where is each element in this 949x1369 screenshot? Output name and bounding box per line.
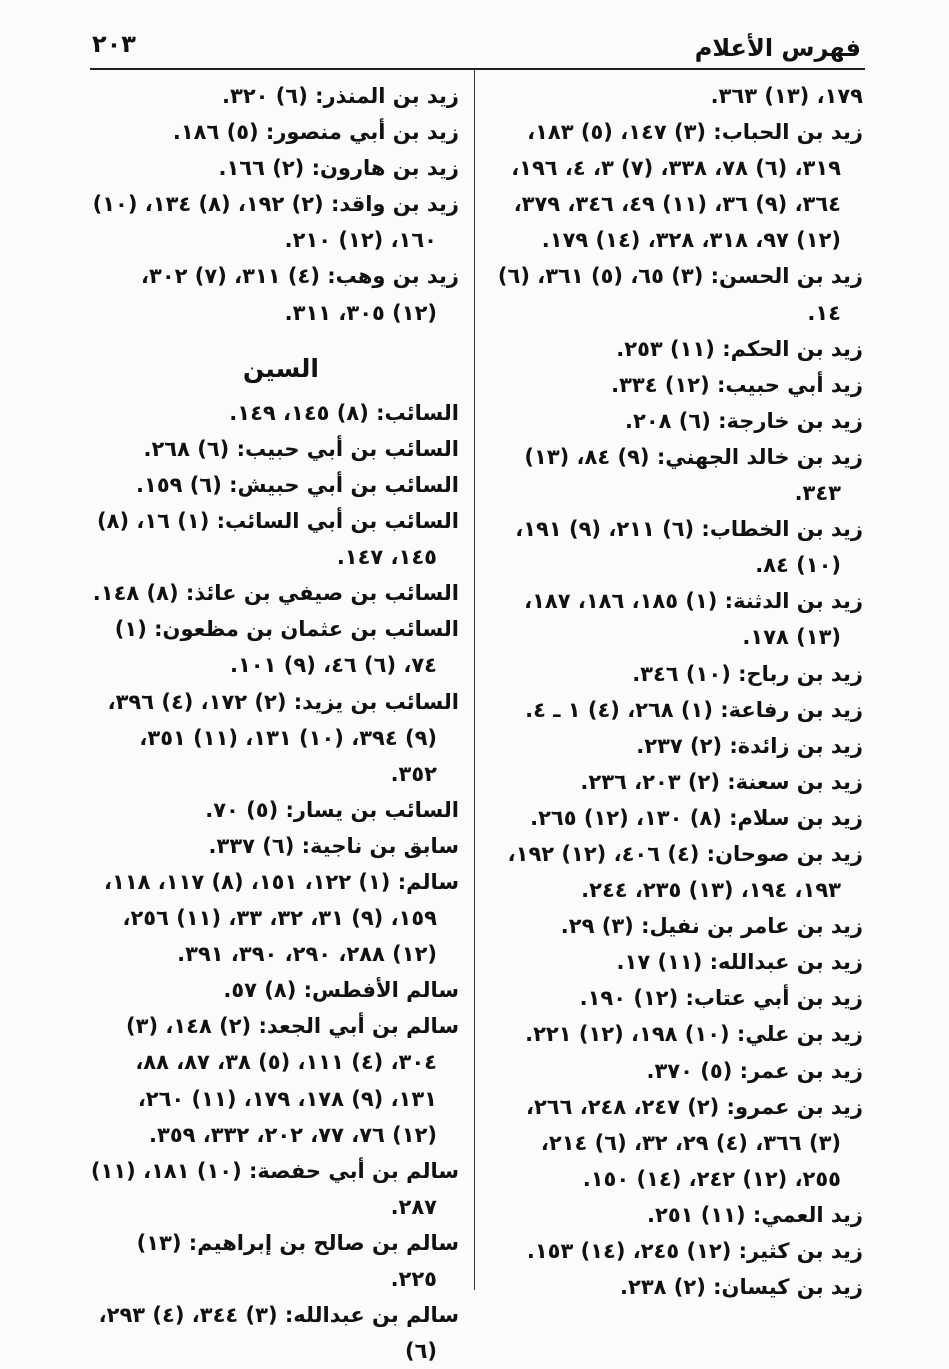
index-entry: زيد بن أبي عتاب: (١٢) ١٩٠. xyxy=(579,986,863,1011)
index-entry: زيد أبي حبيب: (١٢) ٣٣٤. xyxy=(611,372,863,397)
page-number: ٢٠٣ xyxy=(92,30,136,58)
index-entry: السائب بن صيفي بن عائذ: (٨) ١٤٨. xyxy=(92,581,459,606)
page-header-title: فهرس الأعلام xyxy=(694,34,861,62)
index-entry: زيد بن وهب: (٤) ٣١١، (٧) ٣٠٢، (١٢) ٣٠٥، ٣١١. xyxy=(141,264,459,325)
index-entry: السائب بن أبي حبيش: (٦) ١٥٩. xyxy=(136,472,459,497)
index-entry: السائب: (٨) ١٤٥، ١٤٩. xyxy=(229,400,459,425)
section-heading: السين xyxy=(242,353,319,383)
index-entry: زيد بن زائدة: (٢) ٢٣٧. xyxy=(636,733,863,758)
index-entry: زيد بن صوحان: (٤) ٤٠٦، (١٢) ١٩٢، ١٩٣، ١٩٤، (١٣) ٢٣٥، ٢٤٤. xyxy=(507,841,863,903)
index-entry: زيد بن علي: (١٠) ١٩٨، (١٢) ٢٢١. xyxy=(525,1022,863,1047)
index-entry: السائب بن يسار: (٥) ٧٠. xyxy=(205,797,459,822)
index-entry: ١٧٩، (١٣) ٣٦٣. xyxy=(710,84,863,108)
index-entry: السائب بن يزيد: (٢) ١٧٢، (٤) ٣٩٦، (٩) ٣٩٤، (١٠) ١٣١، (١١) ٣٥١، ٣٥٢. xyxy=(107,689,459,786)
index-entry: زيد بن الدثنة: (١) ١٨٥، ١٨٦، ١٨٧، (١٣) ١٧٨. xyxy=(524,589,863,650)
index-column-left xyxy=(89,78,459,1369)
index-entry: زيد بن عامر بن نفيل: (٣) ٢٩. xyxy=(560,914,863,939)
index-entry: زيد العمي: (١١) ٢٥١. xyxy=(647,1202,863,1227)
index-entry: سالم بن أبي حفصة: (١٠) ١٨١، (١١) ٢٨٧. xyxy=(90,1158,459,1219)
index-entry: زيد بن رباح: (١٠) ٣٤٦. xyxy=(632,661,863,686)
index-entry: زيد بن عبدالله: (١١) ١٧. xyxy=(616,950,863,975)
index-entry: زيد بن كيسان: (٢) ٢٣٨. xyxy=(620,1275,863,1300)
index-entry: زيد بن كثير: (١٢) ٢٤٥، (١٤) ١٥٣. xyxy=(526,1239,863,1263)
index-entry: السائب بن أبي السائب: (١) ١٦، (٨) ١٤٥، ١٤٧. xyxy=(97,509,459,570)
index-entry: سالم بن صالح بن إبراهيم: (١٣) ٢٢٥. xyxy=(136,1230,459,1291)
index-column-right xyxy=(489,78,863,1305)
index-entry: زيد بن الحكم: (١١) ٢٥٣. xyxy=(616,336,863,361)
index-entry: سالم بن عبدالله: (٣) ٣٤٤، (٤) ٢٩٣، (٦) xyxy=(98,1303,459,1364)
index-entry: زيد بن هارون: (٢) ١٦٦. xyxy=(218,156,459,181)
column-divider xyxy=(474,70,475,1290)
index-entry: زيد بن سعنة: (٢) ٢٠٣، ٢٣٦. xyxy=(580,769,863,794)
index-entry: زيد بن الحسن: (٣) ٦٥، (٥) ٣٦١، (٦) ١٤. xyxy=(497,264,863,325)
index-entry: زيد بن المنذر: (٦) ٣٢٠. xyxy=(222,84,459,108)
index-entry: زيد بن خارجة: (٦) ٢٠٨. xyxy=(625,408,863,433)
index-entry: زيد بن سلام: (٨) ١٣٠، (١٢) ٢٦٥. xyxy=(530,805,863,830)
index-entry: زيد بن أبي منصور: (٥) ١٨٦. xyxy=(172,120,459,145)
index-entry: سابق بن ناجية: (٦) ٣٣٧. xyxy=(208,833,459,858)
index-entry: سالم: (١) ١٢٢، ١٥١، (٨) ١١٧، ١١٨، ١٥٩، (٩) ٣١، ٣٢، ٣٣، (١١) ٢٥٦، (١٢) ٢٨٨، ٢٩٠، ٣٩٠، ٣٩١. xyxy=(104,869,459,967)
index-entry: زيد بن رفاعة: (١) ٢٦٨، (٤) ١ ـ ٤. xyxy=(525,697,863,722)
index-entry: زيد بن خالد الجهني: (٩) ٨٤، (١٣) ٣٤٣. xyxy=(524,444,863,506)
index-entry: زيد بن عمرو: (٢) ٢٤٧، ٢٤٨، ٢٦٦، (٣) ٣٦٦، (٤) ٢٩، ٣٢، (٦) ٢١٤، ٢٥٥، (١٢) ٢٤٢، (١٤) ١٥٠. xyxy=(525,1094,863,1191)
index-entry: السائب بن أبي حبيب: (٦) ٢٦٨. xyxy=(143,436,459,461)
index-entry: زيد بن الخطاب: (٦) ٢١١، (٩) ١٩١، (١٠) ٨٤. xyxy=(515,517,863,578)
index-entry: زيد بن واقد: (٢) ١٩٢، (٨) ١٣٤، (١٠) ١٦٠، (١٢) ٢١٠. xyxy=(92,192,459,253)
index-entry: السائب بن عثمان بن مظعون: (١) ٧٤، (٦) ٤٦، (٩) ١٠١. xyxy=(114,617,459,678)
index-entry: زيد بن الحباب: (٣) ١٤٧، (٥) ١٨٣، ٣١٩، (٦) ٧٨، ٣٣٨، (٧) ٣، ٤، ١٩٦، ٣٦٤، (٩) ٣٦، (١١) ٤٩، ٣٤٦، ٣٧٩، (١٢) ٩٧، ٣١٨، ٣٢٨، (١٤) ١٧٩. xyxy=(511,120,863,253)
index-entry: سالم الأفطس: (٨) ٥٧. xyxy=(223,978,459,1003)
index-entry: زيد بن عمر: (٥) ٣٧٠. xyxy=(646,1058,863,1083)
header-divider xyxy=(90,68,865,70)
index-entry: سالم بن أبي الجعد: (٢) ١٤٨، (٣) ٣٠٤، (٤) ١١١، (٥) ٣٨، ٨٧، ٨٨، ١٣١، (٩) ١٧٨، ١٧٩، (١١) ٢٦٠، (١٢) ٧٦، ٧٧، ٢٠٢، ٣٣٢، ٣٥٩. xyxy=(126,1014,459,1147)
